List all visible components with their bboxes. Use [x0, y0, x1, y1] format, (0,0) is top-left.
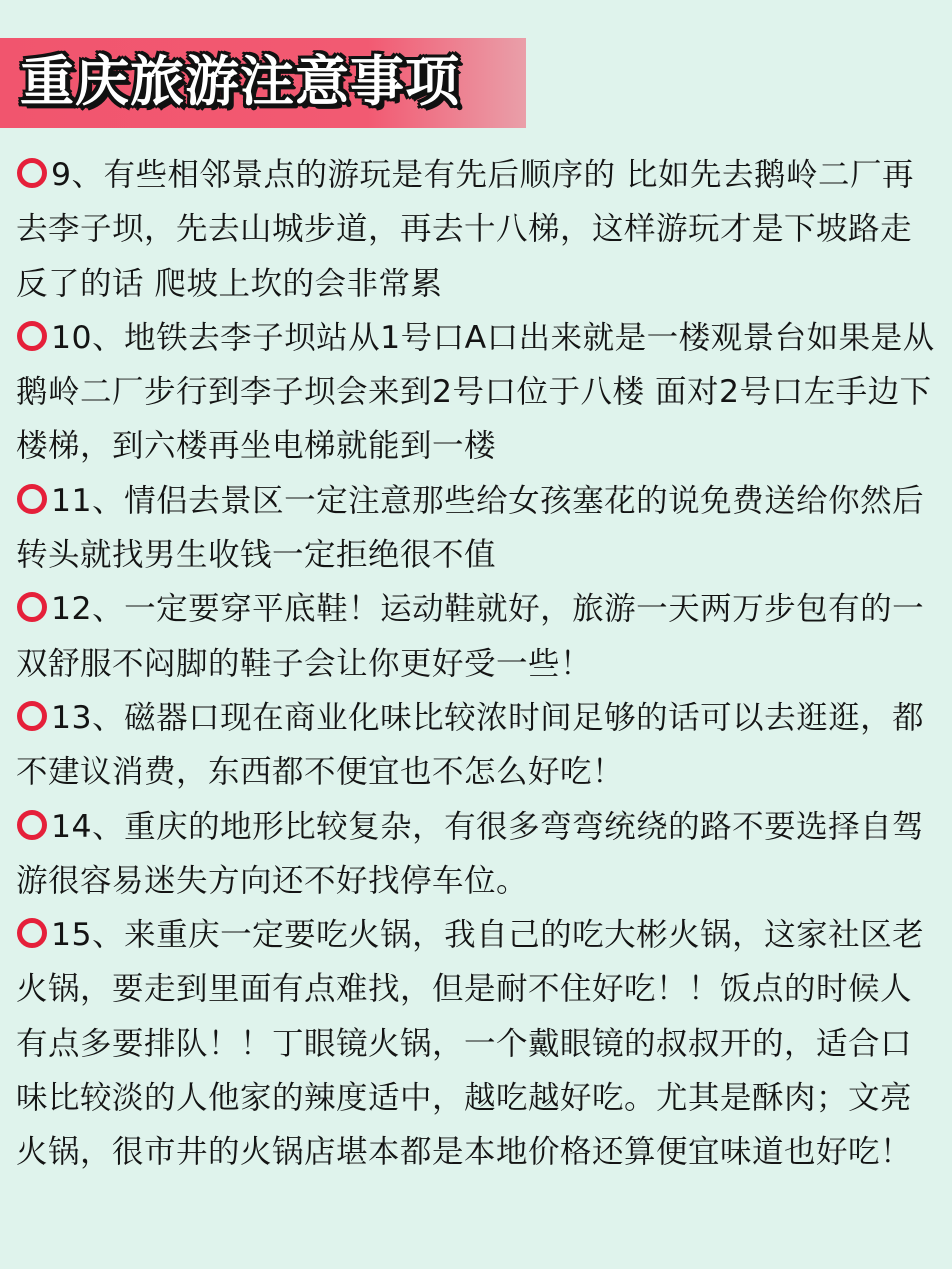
tip-text: 13、磁器口现在商业化味比较浓时间足够的话可以去逛逛，都不建议消费，东西都不便宜也不怎么好吃！ [16, 699, 925, 791]
tip-text: 12、一定要穿平底鞋！运动鞋就好，旅游一天两万步包有的一双舒服不闷脚的鞋子会让你更好受一些！ [16, 591, 925, 682]
tip-item [16, 148, 941, 311]
red-circle-icon [17, 321, 47, 351]
tip-item [16, 691, 941, 800]
red-circle-icon [17, 918, 47, 948]
page-title: 重庆旅游注意事项 [20, 50, 460, 113]
red-circle-icon [17, 158, 47, 188]
red-circle-icon [17, 592, 47, 622]
red-circle-icon [17, 810, 47, 840]
tip-item [16, 582, 941, 691]
tip-item [16, 311, 941, 474]
tips-list [16, 148, 941, 1180]
tip-text: 10、地铁去李子坝站从1号口A口出来就是一楼观景台如果是从鹅岭二厂步行到李子坝会来到2号口位于八楼 面对2号口左手边下楼梯，到六楼再坐电梯就能到一楼 [16, 319, 935, 465]
red-circle-icon [17, 484, 47, 514]
tip-text: 14、重庆的地形比较复杂，有很多弯弯统绕的路不要选择自驾游很容易迷失方向还不好找停车位。 [16, 808, 925, 899]
tip-text: 9、有些相邻景点的游玩是有先后顺序的 比如先去鹅岭二厂再去李子坝，先去山城步道，再去十八梯，这样游玩才是下坡路走反了的话 爬坡上坎的会非常累 [16, 157, 915, 302]
tip-item [16, 474, 941, 583]
tip-item [16, 800, 941, 909]
tip-text: 11、情侣去景区一定注意那些给女孩塞花的说免费送给你然后转头就找男生收钱一定拒绝很不值 [16, 482, 925, 574]
tip-item [16, 908, 941, 1179]
tip-text: 15、来重庆一定要吃火锅，我自己的吃大彬火锅，这家社区老火锅，要走到里面有点难找，但是耐不住好吃！！饭点的时候人有点多要排队！！丁眼镜火锅，一个戴眼镜的叔叔开的，适合口味比较淡的人他家的辣度适中，越吃越好吃。尤其是酥肉；文亮火锅，很市井的火锅店堪本都是本地价格还算便宜味道也好吃！ [16, 917, 925, 1171]
red-circle-icon [17, 701, 47, 731]
